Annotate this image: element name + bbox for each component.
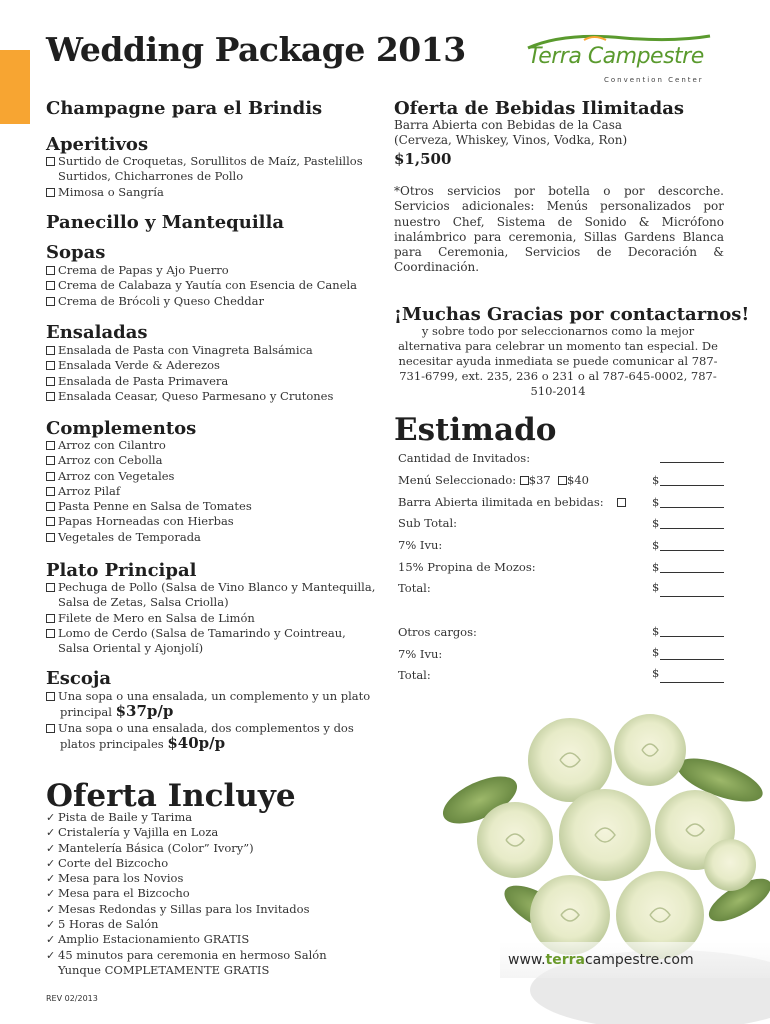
checkmark-icon: ✓ xyxy=(46,948,56,962)
panecillo-heading: Panecillo y Mantequilla xyxy=(46,212,285,233)
dollar-sign: $ xyxy=(652,666,660,680)
checkmark-icon: ✓ xyxy=(46,933,56,947)
oferta-incluye-heading: Oferta Incluye xyxy=(46,778,296,814)
list-item: ✓ Corte del Bizcocho xyxy=(46,855,169,870)
bebidas-line-2: (Cerveza, Whiskey, Vinos, Vodka, Ron) xyxy=(394,133,628,147)
list-item: ✓ Mesa para el Bizcocho xyxy=(46,886,190,901)
dollar-sign: $ xyxy=(652,473,660,487)
ivu-label: 7% Ivu: xyxy=(398,538,443,552)
list-item: ✓ Mantelería Básica (Color” Ivory”) xyxy=(46,840,254,855)
checkbox-icon xyxy=(46,456,55,465)
bebidas-note: *Otros servicios por botella o por descorche. Servicios adicionales: Menús personalizados por nuestro Chef, Sistema de Sonido & Micrófono inalámbrico para ceremonia, Sillas Gardens Blanca para Ceremonia, Servicios de Decoración & Coordinación. xyxy=(394,184,724,275)
amount-line xyxy=(660,659,724,660)
dollar-sign: $ xyxy=(652,495,660,509)
plato-principal-list xyxy=(46,580,375,656)
ensaladas-heading: Ensaladas xyxy=(46,322,148,343)
ivu-2-label: 7% Ivu: xyxy=(398,647,443,661)
list-item: Arroz con Vegetales xyxy=(46,469,252,484)
aperitivos-heading: Aperitivos xyxy=(46,134,149,155)
dollar-sign: $ xyxy=(652,516,660,530)
list-item: Mimosa o Sangría xyxy=(46,185,363,200)
list-item: Filete de Mero en Salsa de Limón xyxy=(46,611,375,626)
checkbox-icon xyxy=(46,157,55,166)
barra-label: Barra Abierta ilimitada en bebidas: xyxy=(398,495,626,509)
page-title: Wedding Package 2013 xyxy=(46,30,466,69)
checkmark-icon: ✓ xyxy=(46,872,56,886)
oferta-incluye-list xyxy=(46,810,327,978)
checkbox-icon xyxy=(46,361,55,370)
checkmark-icon: ✓ xyxy=(46,841,56,855)
dollar-sign: $ xyxy=(652,645,660,659)
propina-label: 15% Propina de Mozos: xyxy=(398,560,536,574)
plato-principal-heading: Plato Principal xyxy=(46,560,197,581)
sopas-heading: Sopas xyxy=(46,242,106,263)
gracias-text: y sobre todo por seleccionarnos como la mejor alternativa para celebrar un momento tan especial. De necesitar ayuda inmediata se puede comunicar al 787-731-6799, ext. 235, 236 o 231 o al 787-645-0002, 787-510-2014 xyxy=(398,324,718,398)
list-item: ✓ Mesas Redondas y Sillas para los Invitados xyxy=(46,901,310,916)
list-item-continuation: principal $37p/p xyxy=(60,702,174,721)
checkbox-icon xyxy=(46,377,55,386)
total-label: Total: xyxy=(398,581,431,595)
list-item: Ensalada de Pasta Primavera xyxy=(46,374,333,389)
subtotal-label: Sub Total: xyxy=(398,516,458,530)
total-2-label: Total: xyxy=(398,668,431,682)
list-item: Surtido de Croquetas, Sorullitos de Maíz, Pastelillos xyxy=(46,154,363,169)
list-item: Lomo de Cerdo (Salsa de Tamarindo y Cointreau, xyxy=(46,626,375,641)
list-item-continuation: Yunque COMPLETAMENTE GRATIS xyxy=(58,962,270,977)
escoja-heading: Escoja xyxy=(46,668,111,689)
champagne-heading: Champagne para el Brindis xyxy=(46,98,323,119)
checkmark-icon: ✓ xyxy=(46,811,56,824)
flower-bouquet-image xyxy=(420,690,770,1024)
checkbox-icon[interactable] xyxy=(520,476,529,485)
amount-line xyxy=(660,507,724,508)
list-item-continuation: Surtidos, Chicharrones de Pollo xyxy=(58,169,244,184)
list-item: Arroz con Cebolla xyxy=(46,453,252,468)
list-item: Pasta Penne en Salsa de Tomates xyxy=(46,499,252,514)
list-item: Una sopa o una ensalada, dos complementos y dos xyxy=(46,721,370,736)
bebidas-price: $1,500 xyxy=(394,150,452,168)
price-40: $40p/p xyxy=(167,733,226,752)
ensaladas-list xyxy=(46,343,333,404)
escoja-list xyxy=(46,689,370,752)
checkmark-icon: ✓ xyxy=(46,918,56,932)
list-item: ✓ Amplio Estacionamiento GRATIS xyxy=(46,932,250,947)
revision-label: REV 02/2013 xyxy=(46,994,98,1003)
list-item-continuation: Salsa Oriental y Ajonjolí) xyxy=(58,641,204,656)
dollar-sign: $ xyxy=(652,560,660,574)
list-item: Crema de Papas y Ajo Puerro xyxy=(46,263,357,278)
checkbox-icon xyxy=(46,188,55,197)
amount-line xyxy=(660,528,724,529)
dollar-sign: $ xyxy=(652,538,660,552)
checkbox-icon[interactable] xyxy=(558,476,567,485)
list-item: Ensalada Ceasar, Queso Parmesano y Crutones xyxy=(46,389,333,404)
list-item: ✓ Pista de Baile y Tarima xyxy=(46,810,193,824)
list-item: Pechuga de Pollo (Salsa de Vino Blanco y Mantequilla, xyxy=(46,580,375,595)
checkmark-icon: ✓ xyxy=(46,902,56,916)
checkbox-icon xyxy=(46,517,55,526)
checkbox-icon xyxy=(46,472,55,481)
checkmark-icon: ✓ xyxy=(46,856,56,870)
checkbox-icon xyxy=(46,533,55,542)
checkbox-icon xyxy=(46,441,55,450)
gracias-heading: ¡Muchas Gracias por contactarnos! xyxy=(394,304,750,325)
amount-line xyxy=(660,485,724,486)
logo-subtitle: Convention Center xyxy=(604,76,704,84)
list-item: Arroz con Cilantro xyxy=(46,438,252,453)
complementos-heading: Complementos xyxy=(46,418,197,439)
checkbox-icon xyxy=(46,614,55,623)
invitados-label: Cantidad de Invitados: xyxy=(398,451,531,465)
checkbox-icon xyxy=(46,266,55,275)
dollar-sign: $ xyxy=(652,580,660,594)
website-url[interactable]: www.terracampestre.com xyxy=(508,952,694,968)
checkbox-icon xyxy=(46,629,55,638)
checkbox-icon xyxy=(46,502,55,511)
list-item: Papas Horneadas con Hierbas xyxy=(46,514,252,529)
amount-line xyxy=(660,550,724,551)
amount-line xyxy=(660,596,724,597)
complementos-list xyxy=(46,438,252,545)
list-item: Vegetales de Temporada xyxy=(46,530,252,545)
checkmark-icon: ✓ xyxy=(46,826,56,840)
list-item: ✓ 45 minutos para ceremonia en hermoso Salón xyxy=(46,947,327,962)
bebidas-heading: Oferta de Bebidas Ilimitadas xyxy=(394,98,684,119)
list-item: ✓ Cristalería y Vajilla en Loza xyxy=(46,825,219,840)
list-item-continuation: platos principales $40p/p xyxy=(60,733,226,752)
list-item: Crema de Brócoli y Queso Cheddar xyxy=(46,294,357,309)
list-item: Arroz Pilaf xyxy=(46,484,252,499)
amount-line xyxy=(660,572,724,573)
checkbox-icon xyxy=(46,487,55,496)
checkbox-icon xyxy=(46,692,55,701)
checkbox-icon[interactable] xyxy=(617,498,626,507)
amount-line xyxy=(660,636,724,637)
sopas-list xyxy=(46,263,357,309)
checkbox-icon xyxy=(46,346,55,355)
checkbox-icon xyxy=(46,392,55,401)
logo-name: Terra Campestre xyxy=(528,44,704,69)
checkbox-icon xyxy=(46,583,55,592)
estimado-heading: Estimado xyxy=(394,412,557,448)
list-item-continuation: Salsa de Zetas, Salsa Criolla) xyxy=(58,595,229,610)
list-item: ✓ 5 Horas de Salón xyxy=(46,917,159,932)
checkbox-icon xyxy=(46,281,55,290)
dollar-sign: $ xyxy=(652,624,660,638)
list-item: Crema de Calabaza y Yautía con Esencia de Canela xyxy=(46,278,357,293)
bebidas-line-1: Barra Abierta con Bebidas de la Casa xyxy=(394,118,623,132)
orange-accent-tab xyxy=(0,50,30,124)
otros-cargos-label: Otros cargos: xyxy=(398,625,477,639)
checkmark-icon: ✓ xyxy=(46,887,56,901)
list-item: ✓ Mesa para los Novios xyxy=(46,871,184,886)
list-item: Ensalada Verde & Aderezos xyxy=(46,358,333,373)
list-item: Ensalada de Pasta con Vinagreta Balsámica xyxy=(46,343,333,358)
price-37: $37p/p xyxy=(115,702,174,721)
checkbox-icon xyxy=(46,297,55,306)
terra-campestre-logo xyxy=(524,28,714,88)
amount-line xyxy=(660,682,724,683)
menu-label: Menú Seleccionado: $37 $40 xyxy=(398,473,589,487)
invitados-line xyxy=(660,462,724,463)
aperitivos-list xyxy=(46,154,363,200)
list-item: Una sopa o una ensalada, un complemento y un plato xyxy=(46,689,370,704)
checkbox-icon xyxy=(46,724,55,733)
